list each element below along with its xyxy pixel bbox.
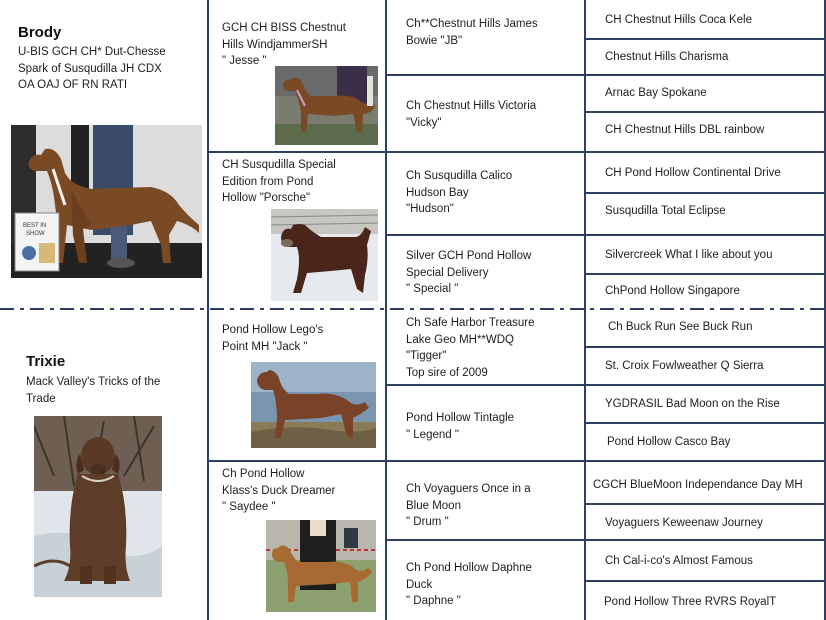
grandparent-row-divider	[385, 384, 586, 386]
dam-name: Trixie	[26, 353, 66, 370]
column-divider-3	[584, 0, 586, 620]
ggp-row-divider	[584, 346, 826, 348]
sire-name: Brody	[18, 24, 62, 41]
ggp-14: Voyaguers Keweenaw Journey	[605, 517, 763, 529]
ggp-16: Pond Hollow Three RVRS RoyalT	[604, 596, 777, 608]
grandparent-drum: Ch Voyaguers Once in a Blue Moon " Drum "	[406, 483, 531, 528]
ggp-row-divider	[584, 273, 826, 275]
grandparent-row-divider	[385, 234, 586, 236]
sire-photo	[11, 125, 202, 278]
ggp-9: Ch Buck Run See Buck Run	[608, 321, 753, 333]
ggp-row-divider	[584, 422, 826, 424]
ggp-13: CGCH BlueMoon Independance Day MH	[593, 479, 803, 491]
column-divider-1	[207, 0, 209, 620]
ggp-row-divider	[584, 151, 826, 153]
parent-jesse-photo	[275, 66, 378, 145]
ggp-5: CH Pond Hollow Continental Drive	[605, 167, 781, 179]
ggp-1: CH Chestnut Hills Coca Kele	[605, 14, 753, 26]
sire-title: U-BIS GCH CH* Dut-Chesse Spark of Susqudilla JH CDX OA OAJ OF RN RATI	[18, 46, 166, 91]
ggp-row-divider	[584, 192, 826, 194]
svg-text:BEST IN: BEST IN	[23, 223, 47, 229]
parent-saydee-photo	[266, 520, 376, 612]
parent-jack: Pond Hollow Lego's Point MH "Jack "	[222, 324, 324, 353]
ggp-7: Silvercreek What I like about you	[605, 249, 773, 261]
grandparent-row-divider	[385, 151, 586, 153]
ggp-11: YGDRASIL Bad Moon on the Rise	[605, 398, 780, 410]
ggp-row-divider	[584, 384, 826, 386]
ggp-15: Ch Cal-i-co's Almost Famous	[605, 555, 753, 567]
grandparent-legend: Pond Hollow Tintagle " Legend "	[406, 412, 515, 441]
column-divider-2	[385, 0, 387, 620]
dam-title: Mack Valley's Tricks of the Trade	[26, 376, 161, 405]
parent-porsche-photo	[271, 209, 378, 301]
grandparent-hudson: Ch Susqudilla Calico Hudson Bay "Hudson"	[406, 170, 513, 215]
parent-jesse: GCH CH BISS Chestnut Hills WindjammerSH " Jesse "	[222, 22, 346, 67]
ggp-row-divider	[584, 74, 826, 76]
grandparent-row-divider	[385, 74, 586, 76]
grandparent-daphne: Ch Pond Hollow Daphne Duck " Daphne "	[406, 562, 532, 607]
parent-porsche: CH Susqudilla Special Edition from Pond Hollow "Porsche"	[222, 159, 336, 204]
ggp-row-divider	[584, 503, 826, 505]
ggp-2: Chestnut Hills Charisma	[605, 51, 729, 63]
parent-saydee: Ch Pond Hollow Klass's Duck Dreamer " Saydee "	[222, 468, 336, 513]
ggp-row-divider	[584, 580, 826, 582]
parent-row-divider	[207, 460, 387, 462]
grandparent-row-divider	[385, 460, 586, 462]
svg-text:SHOW: SHOW	[26, 231, 45, 237]
ggp-8: ChPond Hollow Singapore	[605, 285, 740, 297]
ggp-row-divider	[584, 111, 826, 113]
grandparent-tigger: Ch Safe Harbor Treasure Lake Geo MH**WDQ "Tigger" Top sire of 2009	[406, 317, 535, 379]
ggp-row-divider	[584, 234, 826, 236]
grandparent-special: Silver GCH Pond Hollow Special Delivery " Special "	[406, 250, 532, 295]
ggp-12: Pond Hollow Casco Bay	[607, 436, 731, 448]
grandparent-row-divider	[385, 539, 586, 541]
parent-row-divider	[207, 151, 387, 153]
ggp-row-divider	[584, 539, 826, 541]
ggp-row-divider	[584, 460, 826, 462]
ggp-3: Arnac Bay Spokane	[605, 87, 707, 99]
ggp-10: St. Croix Fowlweather Q Sierra	[605, 360, 764, 372]
grandparent-vicky: Ch Chestnut Hills Victoria "Vicky"	[406, 100, 537, 129]
sire-dam-separator	[0, 308, 826, 310]
ggp-row-divider	[584, 38, 826, 40]
dam-photo	[34, 416, 162, 597]
ggp-4: CH Chestnut Hills DBL rainbow	[605, 124, 765, 136]
parent-jack-photo	[251, 362, 376, 448]
grandparent-jb: Ch**Chestnut Hills James Bowie "JB"	[406, 18, 538, 47]
ggp-6: Susqudilla Total Eclipse	[605, 205, 726, 217]
